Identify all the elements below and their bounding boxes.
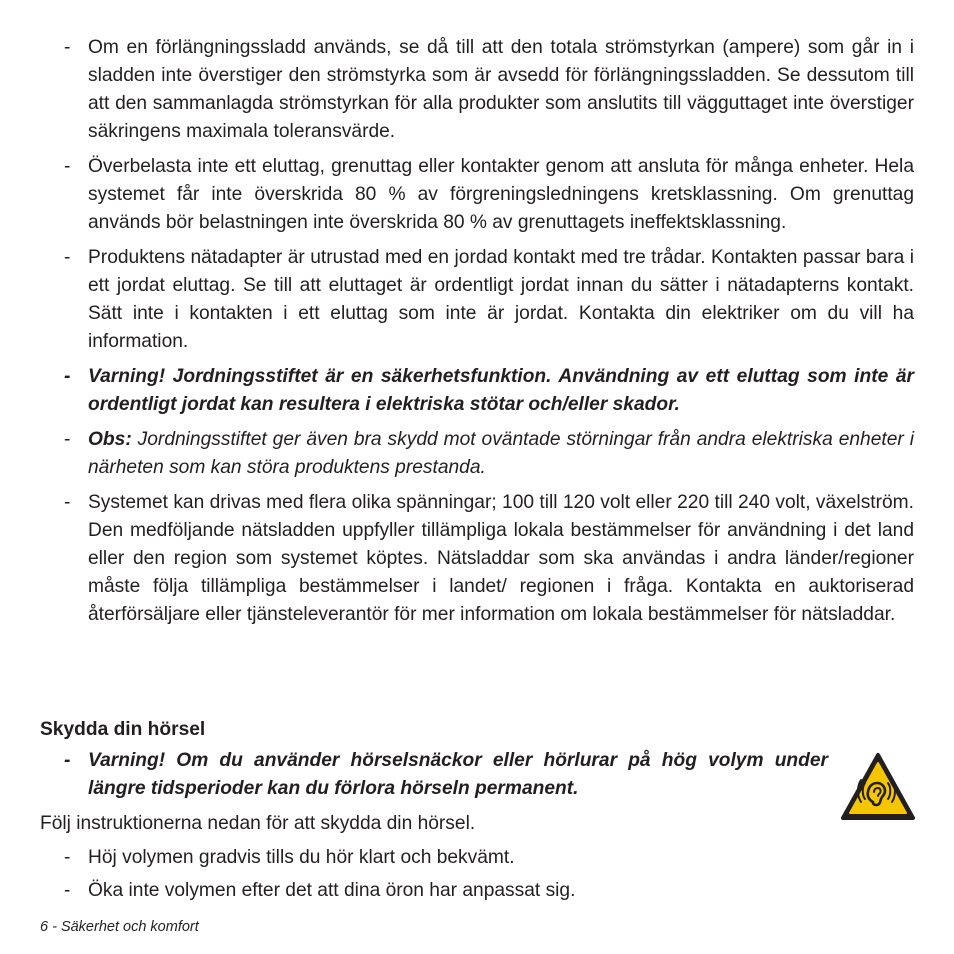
list-item-text: Höj volymen gradvis tills du hör klart och bekvämt. (88, 847, 515, 868)
bullet-dash: - (64, 750, 71, 771)
list-item-text: Överbelasta inte ett eluttag, grenuttag eller kontakter genom att ansluta för många enheter. Hela systemet får inte överskrida 80 % av förgreningsledningens kretsklassning. Om grenuttag används bör belastningen inte överskrida 80 % av grenuttagets ineffektsklassning. (88, 156, 914, 233)
bullet-dash: - (64, 247, 71, 268)
list-item (40, 34, 914, 146)
bullet-dash: - (64, 880, 71, 901)
list-item (40, 244, 914, 356)
bullet-dash: - (64, 37, 71, 58)
safety-list (40, 34, 914, 636)
obs-text: Jordningsstiftet ger även bra skydd mot oväntade störningar från andra elektriska enheter i närheten som kan störa produktens prestanda. (88, 429, 914, 478)
hearing-warning (40, 747, 828, 803)
bullet-dash: - (64, 429, 71, 450)
bullet-dash: - (64, 366, 71, 387)
list-item-text: Öka inte volymen efter det att dina öron har anpassat sig. (88, 880, 576, 901)
obs-note (40, 426, 914, 482)
intro-text: Följ instruktionerna nedan för att skydda din hörsel. (40, 813, 476, 834)
warning-item (40, 747, 828, 803)
section-heading: Skydda din hörsel (40, 719, 206, 740)
list-item (40, 153, 914, 237)
bullet-dash: - (64, 492, 71, 513)
bullet-dash: - (64, 156, 71, 177)
warning-text: Varning! Jordningsstiftet är en säkerhetsfunktion. Användning av ett eluttag som inte är ordentligt jordat kan resultera i elektriska stötar och/eller skador. (88, 366, 914, 415)
hearing-steps (40, 844, 914, 910)
warning-text: Varning! Om du använder hörselsnäckor eller hörlurar på hög volym under längre tidsperioder kan du förlora hörseln permanent. (88, 750, 828, 799)
list-item (40, 877, 914, 905)
list-item-text: Systemet kan drivas med flera olika spänningar; 100 till 120 volt eller 220 till 240 volt, växelström. Den medföljande nätsladden uppfyller tillämpliga lokala bestämmelser för användning i det land eller den region som systemet köptes. Nätsladdar som ska användas i andra länder/regioner måste följa tillämpliga bestämmelser i landet/ regionen i fråga. Kontakta en auktoriserad återförsäljare eller tjänsteleverantör för mer information om lokala bestämmelser för nätsladdar. (88, 492, 914, 625)
list-item-text: Produktens nätadapter är utrustad med en jordad kontakt med tre trådar. Kontakten passar bara i ett jordat eluttag. Se till att eluttaget är ordentligt jordat innan du sätter i nätadapterns kontakt. Sätt inte i kontakten i ett eluttag som inte är jordat. Kontakta din elektriker om du vill ha information. (88, 247, 914, 352)
hearing-warning-icon (840, 752, 916, 822)
list-item (40, 489, 914, 629)
list-item-text: Om en förlängningssladd används, se då till att den totala strömstyrkan (ampere) som går in i sladden inte överstiger den strömstyrka som är avsedd för förlängningssladden. Se dessutom till att den sammanlagda strömstyrkan för alla produkter som anslutits till vägguttaget inte överstiger säkringens maximala toleransvärde. (88, 37, 914, 142)
grounding-warning (40, 363, 914, 419)
list-item (40, 844, 914, 872)
obs-label: Obs: (88, 429, 132, 450)
bullet-dash: - (64, 847, 71, 868)
page-footer: 6 - Säkerhet och komfort (40, 919, 199, 935)
